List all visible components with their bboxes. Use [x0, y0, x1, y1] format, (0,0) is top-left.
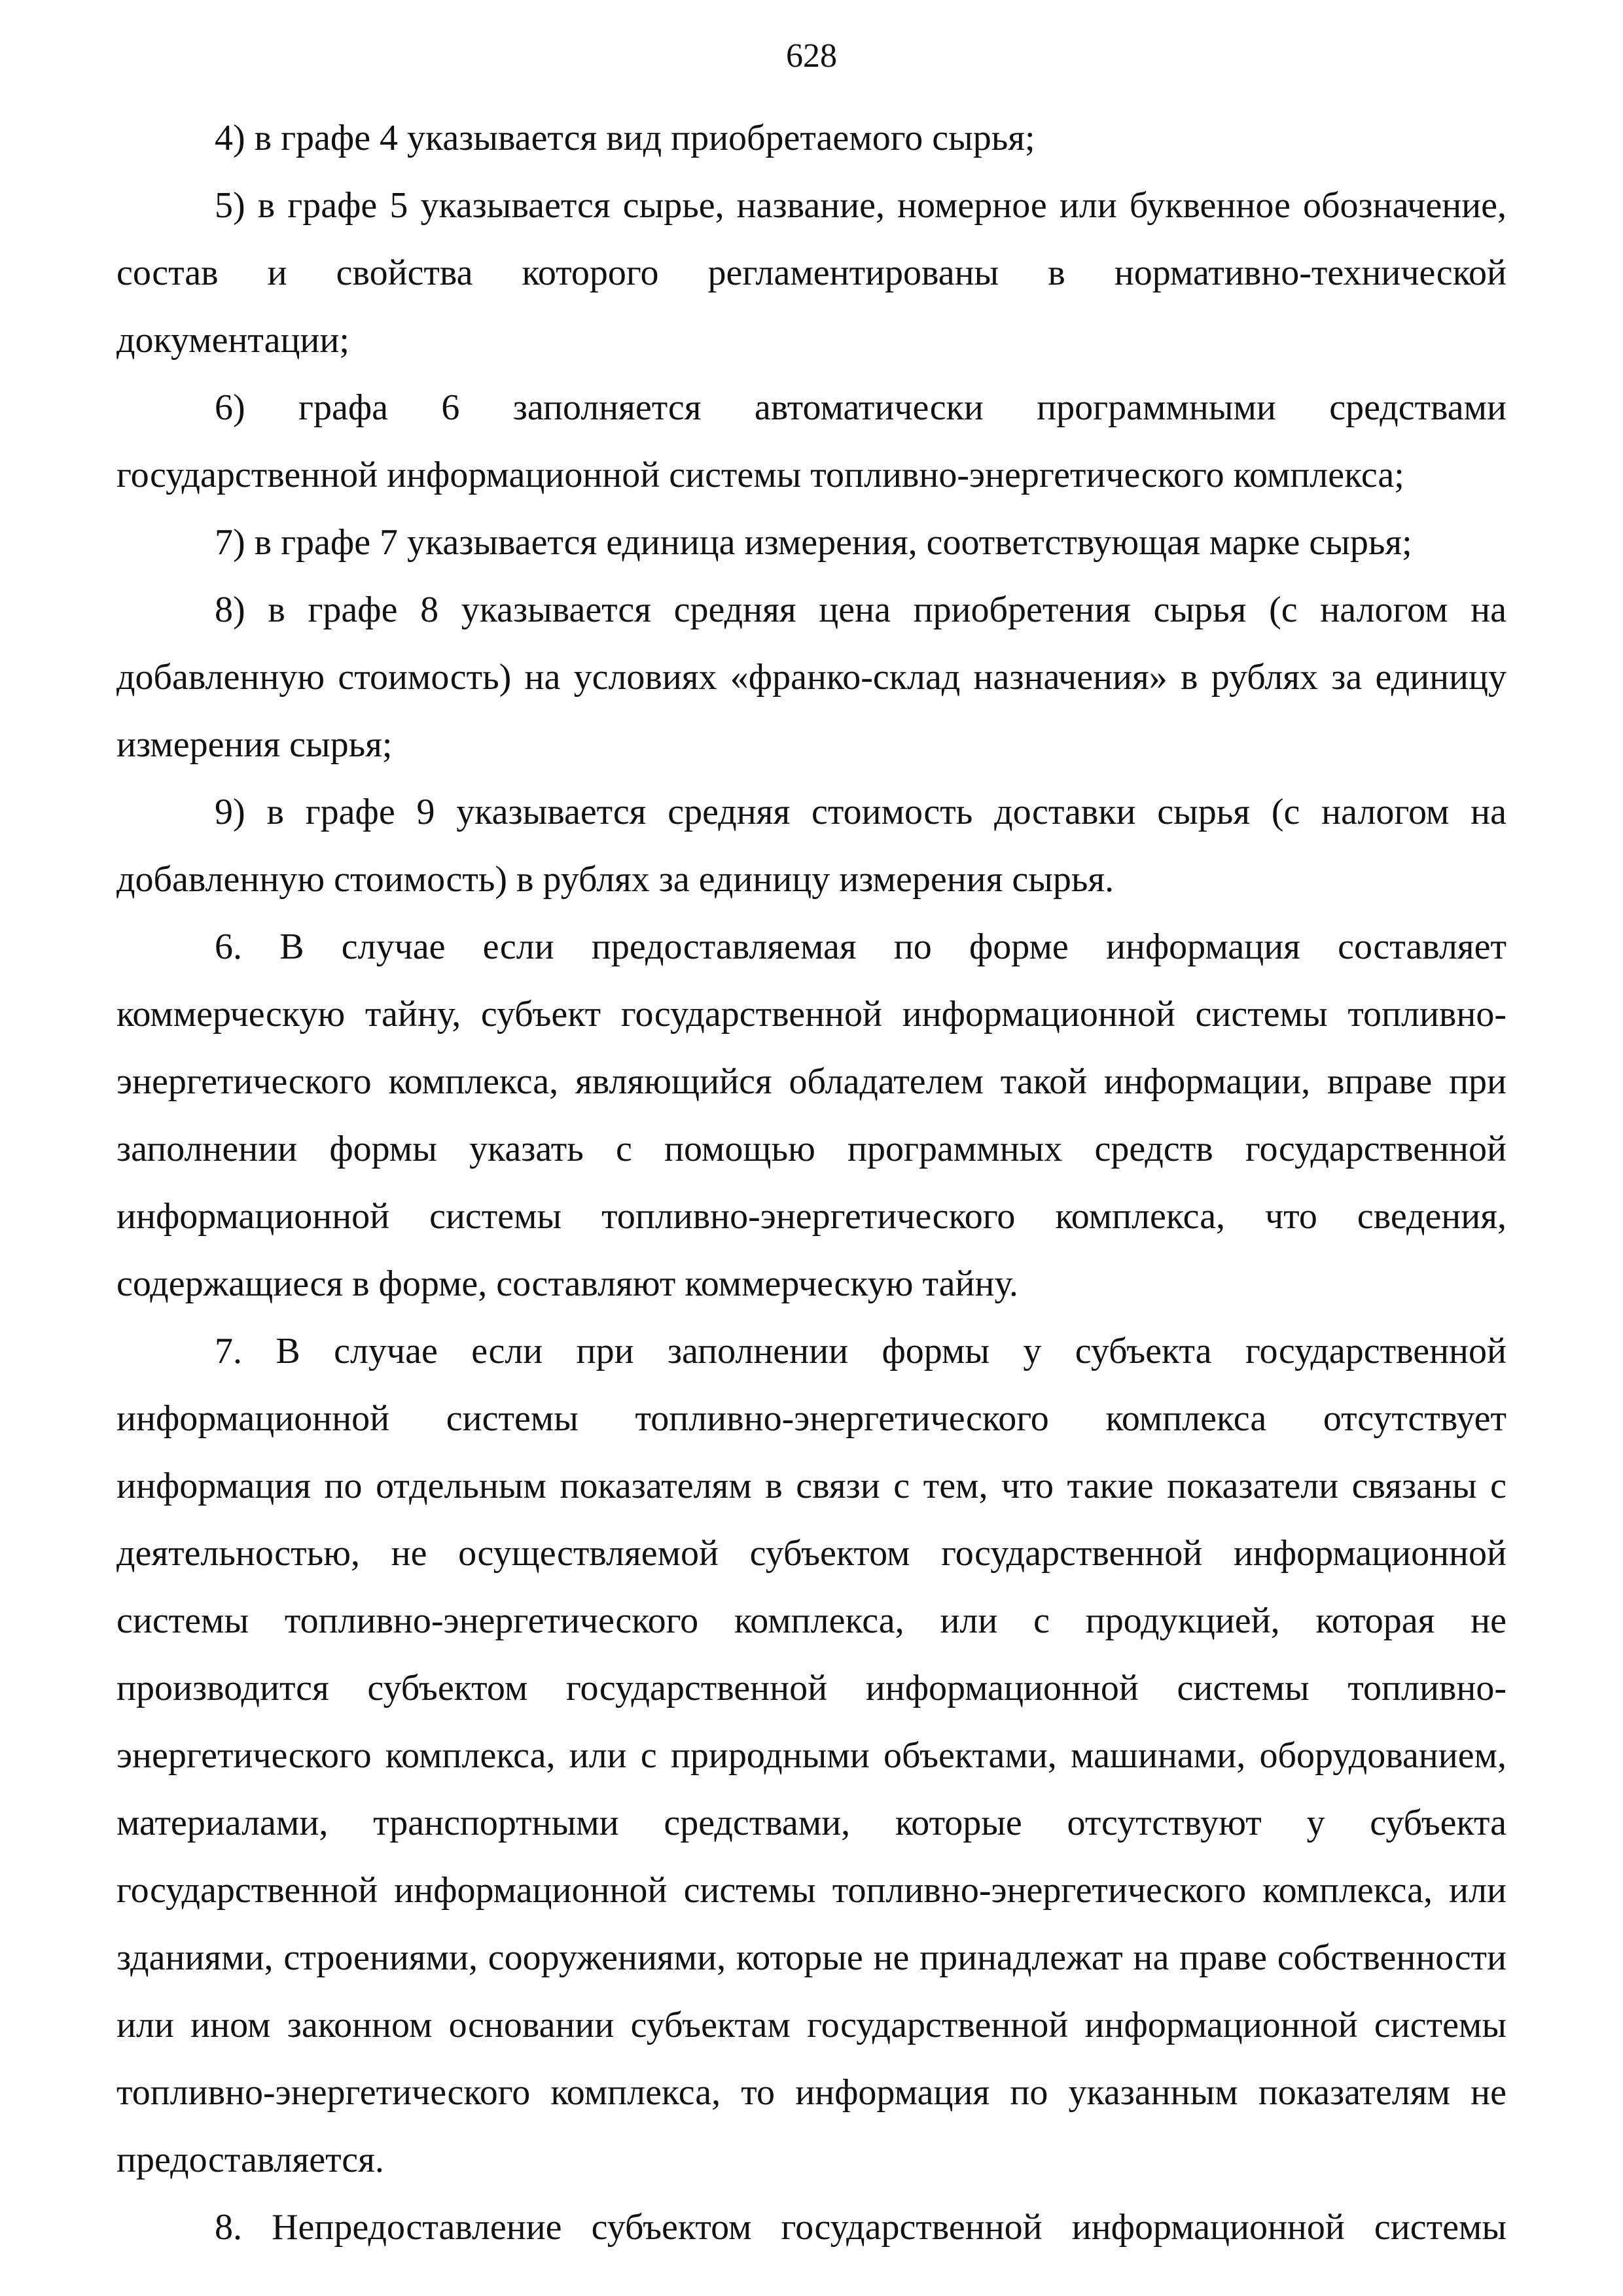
document-body	[116, 105, 1507, 2261]
paragraph-section-6: 6. В случае если предоставляемая по форме информация составляет коммерческую тайну, субъект государственной информационной системы топливно-энергетического комплекса, являющийся обладателем такой информации, вправе при заполнении формы указать с помощью программных средств государственной информационной системы топливно-энергетического комплекса, что сведения, содержащиеся в форме, составляют коммерческую тайну.	[116, 927, 1507, 1304]
paragraph-section-8: 8. Непредоставление субъектом государственной информационной системы	[215, 2207, 1507, 2248]
paragraph-item-6: 6) графа 6 заполняется автоматически программными средствами государственной информационной системы топливно-энергетического комплекса;	[116, 387, 1507, 495]
paragraph-section-7: 7. В случае если при заполнении формы у субъекта государственной информационной системы топливно-энергетического комплекса отсутствует информация по отдельным показателям в связи с тем, что такие показатели связаны с деятельностью, не осуществляемой субъектом государственной информационной системы топливно-энергетического комплекса, или с продукцией, которая не производится субъектом государственной информационной системы топливно-энергетического комплекса, или с природными объектами, машинами, оборудованием, материалами, транспортными средствами, которые отсутствуют у субъекта государственной информационной системы топливно-энергетического комплекса, или зданиями, строениями, сооружениями, которые не принадлежат на праве собственности или ином законном основании субъектам государственной информационной системы топливно-энергетического комплекса, то информация по указанным показателям не предоставляется.	[116, 1331, 1507, 2180]
paragraph-item-7: 7) в графе 7 указывается единица измерения, соответствующая марке сырья;	[215, 522, 1412, 563]
paragraph-item-4: 4) в графе 4 указывается вид приобретаемого сырья;	[215, 118, 1035, 158]
page-number: 628	[786, 37, 837, 75]
paragraph-item-5: 5) в графе 5 указывается сырье, название, номерное или буквенное обозначение, состав и свойства которого регламентированы в нормативно-технической документации;	[116, 185, 1507, 361]
paragraph-item-8: 8) в графе 8 указывается средняя цена приобретения сырья (с налогом на добавленную стоимость) на условиях «франко-склад назначения» в рублях за единицу измерения сырья;	[116, 590, 1507, 765]
paragraph-item-9: 9) в графе 9 указывается средняя стоимость доставки сырья (с налогом на добавленную стоимость) в рублях за единицу измерения сырья.	[116, 792, 1507, 900]
